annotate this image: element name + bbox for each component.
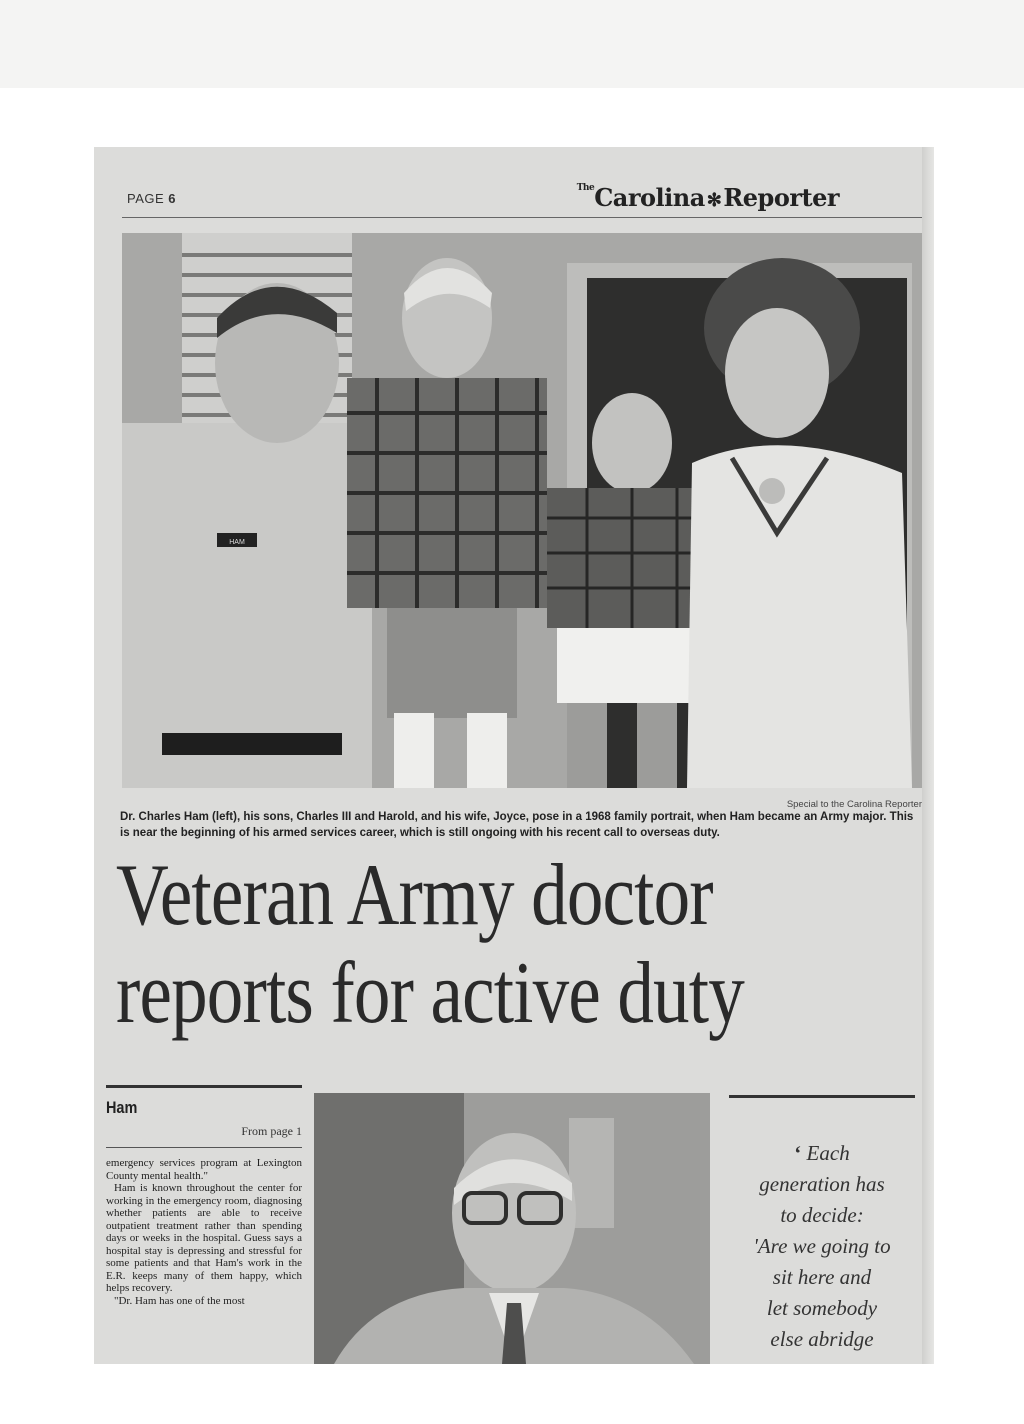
headline-line-2: reports for active duty [116, 945, 744, 1042]
pullquote-line: 'Are we going to [753, 1234, 891, 1258]
doctor-portrait-illustration [314, 1093, 710, 1364]
doctor-portrait-photo [314, 1093, 710, 1364]
photo-caption: Dr. Charles Ham (left), his sons, Charles III and Harold, and his wife, Joyce, pose in a 1968 family portrait, when Ham became an Army major. This is near the beginning of his armed services career, which is still ongoing with his recent call to overseas duty. [120, 811, 914, 839]
jump-label: Ham [106, 1098, 138, 1117]
column-divider [106, 1147, 302, 1148]
paragraph: emergency services program at Lexington County mental health." [106, 1157, 302, 1182]
palmetto-icon: ✻ [706, 190, 722, 211]
pullquote-line: to decide: [780, 1203, 864, 1227]
scan-top-band [0, 0, 1024, 88]
jump-column [106, 1085, 302, 1307]
logo-right: Reporter [723, 183, 839, 212]
paragraph: "Dr. Ham has one of the most [114, 1294, 245, 1307]
quote-mark-icon: ‘ [794, 1141, 802, 1165]
pullquote-line: Each [806, 1141, 850, 1165]
pullquote-column [729, 1095, 915, 1355]
clipping-edge [922, 147, 934, 1364]
page-prefix: PAGE [127, 191, 165, 206]
name-tag: HAM [229, 539, 245, 546]
headline-line-1: Veteran Army doctor [116, 847, 713, 944]
column-rule [729, 1095, 915, 1098]
logo-left: Carolina [594, 183, 705, 212]
headline [116, 847, 780, 1043]
pullquote-line: let somebody [766, 1296, 878, 1320]
newspaper-logo [577, 183, 839, 212]
family-portrait-illustration [122, 233, 924, 788]
page-number: 6 [168, 191, 177, 206]
photo-credit: Special to the Carolina Reporter [786, 799, 922, 810]
column-rule [106, 1085, 302, 1088]
family-portrait-photo [122, 233, 924, 788]
logo-the: The [576, 183, 595, 193]
jump-from: From page 1 [241, 1124, 302, 1138]
paragraph: Ham is known throughout the center for working in the emergency room, diagnosing whether patients are able to receive outpatient treatment rather than spending days or weeks in the hospital. Guess says a hospital stay is depressing and stressful for some patients and that Ham's work in the E.R. keeps many of them happy, which helps recovery. [106, 1182, 302, 1294]
page-label [127, 191, 176, 206]
pullquote-line: sit here and [772, 1265, 872, 1289]
newspaper-clipping [94, 147, 934, 1364]
masthead-rule [122, 217, 924, 218]
pullquote-line: else abridge [770, 1327, 874, 1351]
pullquote-line: generation has [759, 1172, 885, 1196]
pull-quote [729, 1138, 915, 1355]
article-body [106, 1157, 302, 1307]
